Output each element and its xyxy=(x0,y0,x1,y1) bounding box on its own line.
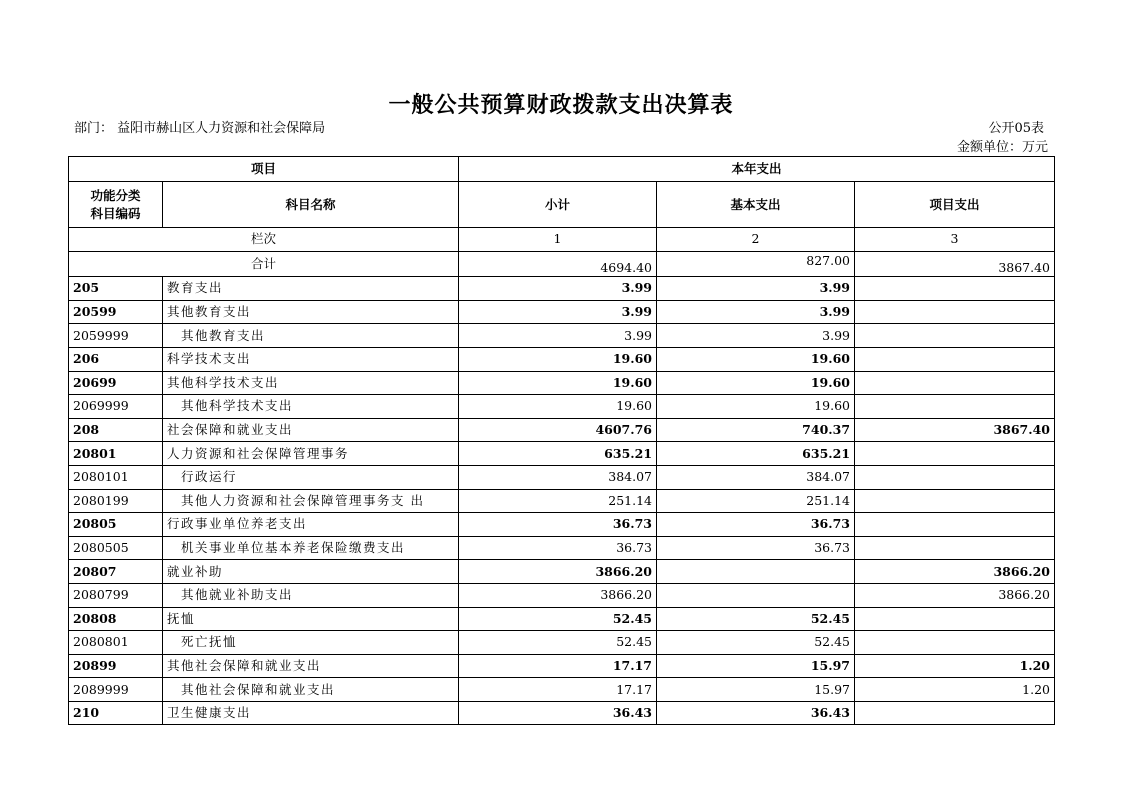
row-subtotal: 4607.76 xyxy=(459,418,657,442)
total-label: 合计 xyxy=(69,251,459,277)
row-basic: 3.99 xyxy=(657,277,855,301)
row-name: 教育支出 xyxy=(163,277,459,301)
row-project xyxy=(855,489,1055,513)
row-project: 3866.20 xyxy=(855,583,1055,607)
row-subtotal: 17.17 xyxy=(459,678,657,702)
row-project xyxy=(855,607,1055,631)
row-code: 2080505 xyxy=(69,536,163,560)
row-basic: 52.45 xyxy=(657,607,855,631)
row-code: 2069999 xyxy=(69,395,163,419)
row-name: 行政事业单位养老支出 xyxy=(163,513,459,537)
table-row xyxy=(69,607,1055,631)
row-basic: 19.60 xyxy=(657,347,855,371)
row-project xyxy=(855,395,1055,419)
row-name: 其他人力资源和社会保障管理事务支 出 xyxy=(163,489,459,513)
table-row xyxy=(69,418,1055,442)
table-row xyxy=(69,442,1055,466)
row-subtotal: 52.45 xyxy=(459,607,657,631)
row-code: 20599 xyxy=(69,300,163,324)
row-basic xyxy=(657,583,855,607)
row-code: 210 xyxy=(69,701,163,725)
row-name: 其他社会保障和就业支出 xyxy=(163,654,459,678)
table-row xyxy=(69,300,1055,324)
row-code: 20807 xyxy=(69,560,163,584)
table-row xyxy=(69,678,1055,702)
row-subtotal: 17.17 xyxy=(459,654,657,678)
table-row xyxy=(69,583,1055,607)
column-index-1: 1 xyxy=(459,228,657,252)
row-basic: 635.21 xyxy=(657,442,855,466)
row-code: 2089999 xyxy=(69,678,163,702)
table-row xyxy=(69,371,1055,395)
row-project xyxy=(855,536,1055,560)
row-subtotal: 36.73 xyxy=(459,536,657,560)
row-basic: 15.97 xyxy=(657,654,855,678)
header-basic: 基本支出 xyxy=(657,182,855,228)
row-name: 就业补助 xyxy=(163,560,459,584)
table-row xyxy=(69,560,1055,584)
row-basic: 15.97 xyxy=(657,678,855,702)
row-basic: 3.99 xyxy=(657,300,855,324)
table-row xyxy=(69,489,1055,513)
row-name: 其他社会保障和就业支出 xyxy=(163,678,459,702)
row-basic: 3.99 xyxy=(657,324,855,348)
table-row xyxy=(69,395,1055,419)
row-project xyxy=(855,465,1055,489)
row-code: 2080799 xyxy=(69,583,163,607)
header-row-1 xyxy=(69,157,1055,182)
expenditure-table xyxy=(68,156,1055,725)
table-row xyxy=(69,513,1055,537)
header-row-2 xyxy=(69,182,1055,228)
row-subtotal: 19.60 xyxy=(459,347,657,371)
row-code: 20699 xyxy=(69,371,163,395)
row-project xyxy=(855,277,1055,301)
amount-unit: 金额单位：万元 xyxy=(956,140,1048,155)
table-row xyxy=(69,631,1055,655)
total-basic: 827.00 xyxy=(657,251,855,277)
header-subtotal: 小计 xyxy=(459,182,657,228)
row-project xyxy=(855,631,1055,655)
row-basic: 384.07 xyxy=(657,465,855,489)
total-subtotal: 4694.40 xyxy=(459,251,657,277)
table-row xyxy=(69,654,1055,678)
header-code: 功能分类 科目编码 xyxy=(69,182,163,228)
row-code: 206 xyxy=(69,347,163,371)
row-basic: 740.37 xyxy=(657,418,855,442)
row-code: 205 xyxy=(69,277,163,301)
row-name: 卫生健康支出 xyxy=(163,701,459,725)
row-project xyxy=(855,324,1055,348)
row-basic: 36.43 xyxy=(657,701,855,725)
table-row xyxy=(69,324,1055,348)
row-project: 1.20 xyxy=(855,654,1055,678)
row-code: 2080101 xyxy=(69,465,163,489)
row-project xyxy=(855,513,1055,537)
row-project xyxy=(855,371,1055,395)
row-name: 其他科学技术支出 xyxy=(163,395,459,419)
row-name: 其他科学技术支出 xyxy=(163,371,459,395)
row-project xyxy=(855,300,1055,324)
table-row xyxy=(69,701,1055,725)
table-row xyxy=(69,277,1055,301)
header-current-year: 本年支出 xyxy=(459,157,1055,182)
row-basic: 19.60 xyxy=(657,371,855,395)
total-project: 3867.40 xyxy=(855,251,1055,277)
row-name: 机关事业单位基本养老保险缴费支出 xyxy=(163,536,459,560)
row-subtotal: 3.99 xyxy=(459,277,657,301)
row-code: 20899 xyxy=(69,654,163,678)
row-name: 其他就业补助支出 xyxy=(163,583,459,607)
row-name: 科学技术支出 xyxy=(163,347,459,371)
row-subtotal: 384.07 xyxy=(459,465,657,489)
row-code: 2080199 xyxy=(69,489,163,513)
row-code: 20808 xyxy=(69,607,163,631)
header-name: 科目名称 xyxy=(163,182,459,228)
department-label: 部门： 益阳市赫山区人力资源和社会保障局 xyxy=(74,121,326,136)
row-subtotal: 3.99 xyxy=(459,300,657,324)
total-row xyxy=(69,251,1055,277)
row-project: 3867.40 xyxy=(855,418,1055,442)
table-row xyxy=(69,536,1055,560)
row-code: 208 xyxy=(69,418,163,442)
row-basic xyxy=(657,560,855,584)
row-subtotal: 36.73 xyxy=(459,513,657,537)
header-project: 项目 xyxy=(69,157,459,182)
column-index-label: 栏次 xyxy=(69,228,459,252)
row-name: 死亡抚恤 xyxy=(163,631,459,655)
row-name: 其他教育支出 xyxy=(163,300,459,324)
table-row xyxy=(69,347,1055,371)
row-code: 20801 xyxy=(69,442,163,466)
row-project: 3866.20 xyxy=(855,560,1055,584)
row-name: 人力资源和社会保障管理事务 xyxy=(163,442,459,466)
row-subtotal: 3866.20 xyxy=(459,583,657,607)
row-subtotal: 251.14 xyxy=(459,489,657,513)
row-basic: 52.45 xyxy=(657,631,855,655)
header-project-exp: 项目支出 xyxy=(855,182,1055,228)
column-index-2: 2 xyxy=(657,228,855,252)
row-subtotal: 3.99 xyxy=(459,324,657,348)
column-index-row xyxy=(69,228,1055,252)
row-code: 20805 xyxy=(69,513,163,537)
form-number: 公开05表 xyxy=(988,121,1044,136)
row-name: 抚恤 xyxy=(163,607,459,631)
row-subtotal: 52.45 xyxy=(459,631,657,655)
row-code: 2080801 xyxy=(69,631,163,655)
row-subtotal: 635.21 xyxy=(459,442,657,466)
row-basic: 251.14 xyxy=(657,489,855,513)
row-project xyxy=(855,701,1055,725)
row-project xyxy=(855,442,1055,466)
table-row xyxy=(69,465,1055,489)
row-subtotal: 36.43 xyxy=(459,701,657,725)
row-subtotal: 3866.20 xyxy=(459,560,657,584)
row-name: 行政运行 xyxy=(163,465,459,489)
row-name: 社会保障和就业支出 xyxy=(163,418,459,442)
row-subtotal: 19.60 xyxy=(459,371,657,395)
row-project: 1.20 xyxy=(855,678,1055,702)
row-basic: 36.73 xyxy=(657,536,855,560)
row-project xyxy=(855,347,1055,371)
row-subtotal: 19.60 xyxy=(459,395,657,419)
row-basic: 19.60 xyxy=(657,395,855,419)
row-basic: 36.73 xyxy=(657,513,855,537)
column-index-3: 3 xyxy=(855,228,1055,252)
page-title: 一般公共预算财政拨款支出决算表 xyxy=(388,93,734,118)
row-code: 2059999 xyxy=(69,324,163,348)
row-name: 其他教育支出 xyxy=(163,324,459,348)
